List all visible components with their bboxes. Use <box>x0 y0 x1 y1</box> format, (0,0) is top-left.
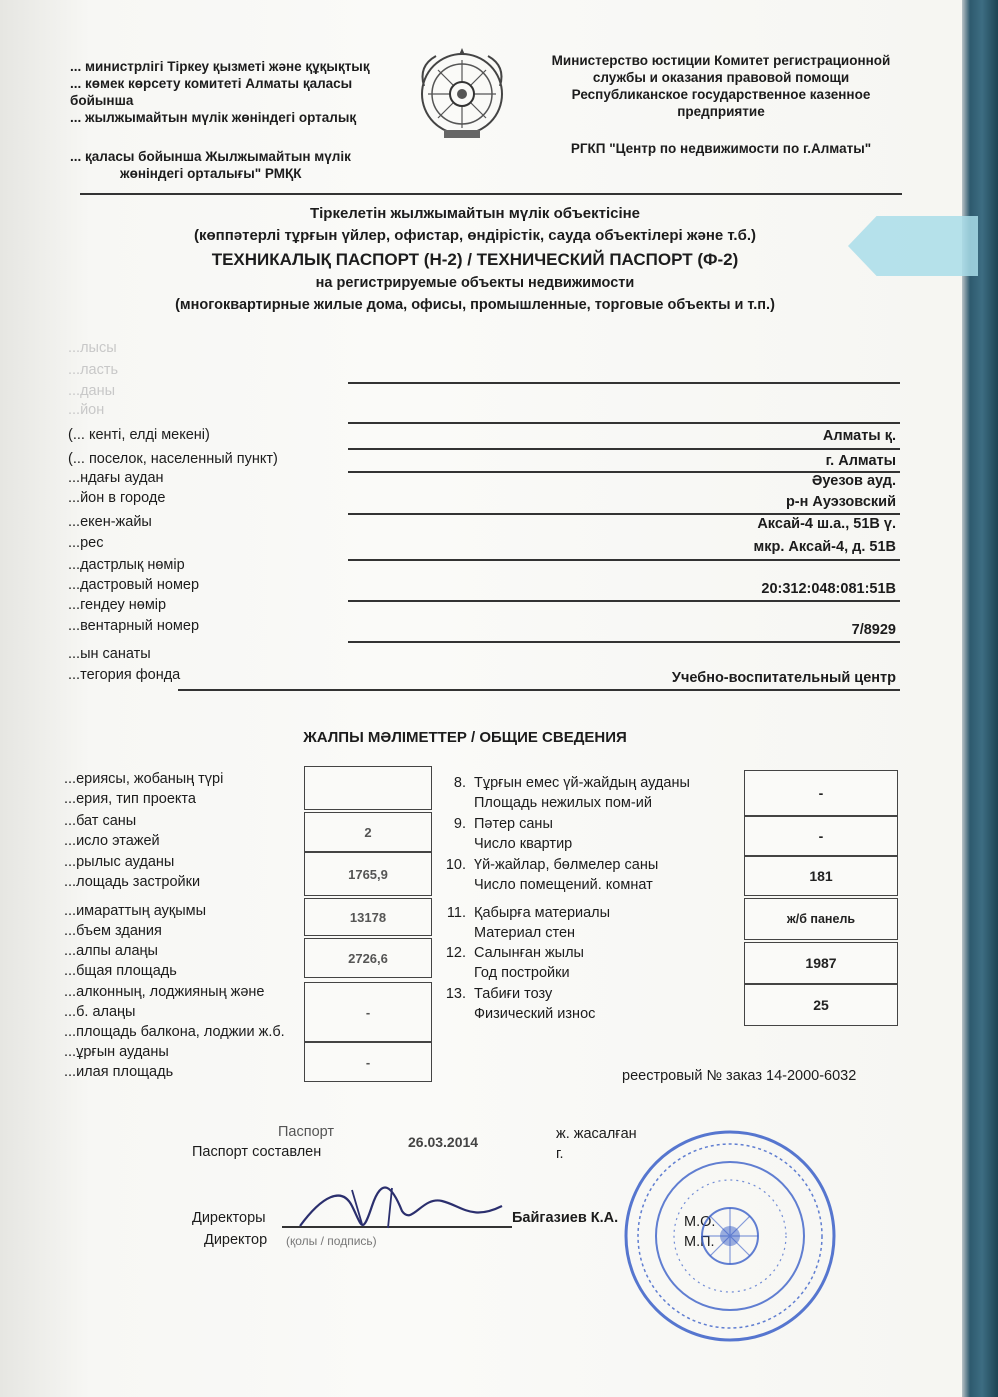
made-ru-label: г. <box>556 1146 564 1162</box>
passport-ru-label: Паспорт составлен <box>192 1144 322 1160</box>
title-line-5: (многоквартирные жилые дома, офисы, промышленные, торговые объекты и т.п.) <box>175 297 775 313</box>
general-left-label: ...алпы алаңы ...бщая площадь <box>64 943 177 979</box>
city-ru-value: г. Алматы <box>825 453 896 469</box>
header-right-line: предприятие <box>677 104 765 119</box>
general-left-label: ...ұрғын ауданы ...илая площадь <box>64 1044 174 1080</box>
general-right-label: 9. Пәтер саны Число квартир <box>453 816 573 852</box>
signature-hint: (қолы / подпись) <box>286 1234 377 1248</box>
field-underline <box>348 513 900 515</box>
address-kz-label: ...екен-жайы <box>68 514 152 530</box>
header-left-line: ... көмек көрсету комитеті Алматы қаласы бойынша <box>70 76 353 108</box>
field-label: ...йон <box>68 402 105 418</box>
inventory-kz-label: ...гендеу нөмір <box>68 597 167 613</box>
director-kz-label: Директоры <box>192 1210 266 1226</box>
mp-label: М.П. <box>684 1234 715 1250</box>
header-right-line: Министерство юстиции Комитет регистрационной <box>551 53 891 68</box>
address-kz-value: Аксай-4 ш.а., 51В ү. <box>757 516 896 532</box>
director-name: Байгазиев К.А. <box>512 1210 619 1226</box>
field-underline <box>348 600 900 602</box>
value-box: 13178 <box>304 898 432 936</box>
header-divider <box>80 193 902 195</box>
title-line-2: (көппәтерлі тұрғын үйлер, офистар, өндірістік, сауда объектілері және т.б.) <box>193 227 757 244</box>
address-ru-label: ...рес <box>68 535 104 551</box>
field-label: ...ласть <box>68 362 119 378</box>
general-right-label: 13. Табиғи тозу Физический износ <box>445 986 596 1022</box>
field-underline <box>178 689 900 691</box>
value-box: ж/б панель <box>744 898 898 940</box>
cadastre-value: 20:312:048:081:51В <box>761 581 896 597</box>
field-underline <box>348 559 900 561</box>
cadastre-kz-label: ...дастрлық нөмір <box>68 557 185 573</box>
value-box: - <box>744 770 898 816</box>
category-value: Учебно-воспитательный центр <box>671 670 896 686</box>
title-line-1: Тіркелетін жылжымайтын мүлік объектісіне <box>309 205 641 222</box>
field-underline <box>348 422 900 424</box>
header-left-line: ... қаласы бойынша Жылжымайтын мүлік <box>70 149 351 164</box>
value-box: 2 <box>304 812 432 852</box>
field-label: ...лысы <box>68 340 117 356</box>
inventory-value: 7/8929 <box>851 622 896 638</box>
inventory-ru-label: ...вентарный номер <box>68 618 200 634</box>
category-ru-label: ...тегория фонда <box>68 667 181 683</box>
header-right-line: службы и оказания правовой помощи <box>592 70 850 85</box>
registry-number: реестровый № заказ 14-2000-6032 <box>622 1068 857 1084</box>
field-underline <box>348 448 900 450</box>
field-underline <box>348 382 900 384</box>
category-kz-label: ...ын санаты <box>68 646 151 662</box>
general-right-label: 12. Салынған жылы Год постройки <box>445 945 584 981</box>
district-ru-value: р-н Ауэзовский <box>785 494 896 510</box>
header-right <box>548 52 894 157</box>
general-left-label: ...имараттың ауқымы ...бъем здания <box>64 903 207 939</box>
passport-date: 26.03.2014 <box>408 1134 479 1150</box>
header-left-line: жөніндегі орталығы" РМҚК <box>120 166 302 181</box>
district-kz-label: ...ндағы аудан <box>68 470 164 486</box>
general-left-label: ...ериясы, жобаның түрі ...ерия, тип проекта <box>64 771 224 807</box>
cadastre-ru-label: ...дастровый номер <box>68 577 200 593</box>
header-right-line: Республиканское государственное казенное <box>571 87 871 102</box>
general-left-label: ...бат саны ...исло этажей <box>64 813 160 849</box>
general-right-label: 8. Тұрғын емес үй-жайдың ауданы Площадь нежилых пом-ий <box>453 775 690 811</box>
made-kz-label: ж. жасалған <box>556 1126 637 1142</box>
general-left-label: ...рылыс ауданы ...лощадь застройки <box>64 854 201 890</box>
value-box: - <box>744 816 898 856</box>
section-title: ЖАЛПЫ МӘЛІМЕТТЕР / ОБЩИЕ СВЕДЕНИЯ <box>303 729 627 746</box>
general-right-label: 10. Үй-жайлар, бөлмелер саны Число помещений. комнат <box>445 857 659 893</box>
general-left-label: ...алконның, лоджияның және ...б. алаңы ...площадь балкона, лоджии ж.б. <box>64 984 285 1040</box>
value-box: 1765,9 <box>304 852 432 896</box>
district-ru-label: ...йон в городе <box>68 490 166 506</box>
book-binding <box>962 0 998 1397</box>
passport-kz-label: Паспорт <box>278 1124 335 1140</box>
value-box: - <box>304 982 432 1042</box>
value-box: - <box>304 1042 432 1082</box>
value-box: 25 <box>744 984 898 1026</box>
official-seal-icon <box>622 1128 838 1344</box>
header-left <box>70 58 390 182</box>
value-box <box>304 766 432 810</box>
mo-label: М.О. <box>684 1214 716 1230</box>
address-ru-value: мкр. Аксай-4, д. 51В <box>753 539 896 555</box>
value-box: 1987 <box>744 942 898 984</box>
value-box: 181 <box>744 856 898 896</box>
city-kz-label: (... кенті, елді мекені) <box>68 427 210 443</box>
field-underline <box>348 641 900 643</box>
kazakhstan-state-emblem-icon <box>416 46 508 146</box>
field-label: ...даны <box>68 383 116 399</box>
director-ru-label: Директор <box>204 1232 268 1248</box>
district-kz-value: Әуезов ауд. <box>811 473 896 489</box>
city-ru-label: (... поселок, населенный пункт) <box>68 451 278 467</box>
title-line-4: на регистрируемые объекты недвижимости <box>315 275 635 291</box>
document-title: ТЕХНИКАЛЫҚ ПАСПОРТ (Н-2) / ТЕХНИЧЕСКИЙ ПАСПОРТ (Ф-2) <box>211 250 739 269</box>
city-kz-value: Алматы қ. <box>822 428 896 444</box>
header-right-line: РГКП "Центр по недвижимости по г.Алматы" <box>570 141 872 156</box>
signature-icon <box>292 1176 512 1246</box>
header-left-line: ... жылжымайтын мүлік жөніндегі орталық <box>70 110 357 125</box>
header-left-line: ... министрлігі Тіркеу қызметі және құқықтық <box>70 59 370 74</box>
general-right-label: 11. Қабырға материалы Материал стен <box>446 905 611 941</box>
value-box: 2726,6 <box>304 938 432 978</box>
